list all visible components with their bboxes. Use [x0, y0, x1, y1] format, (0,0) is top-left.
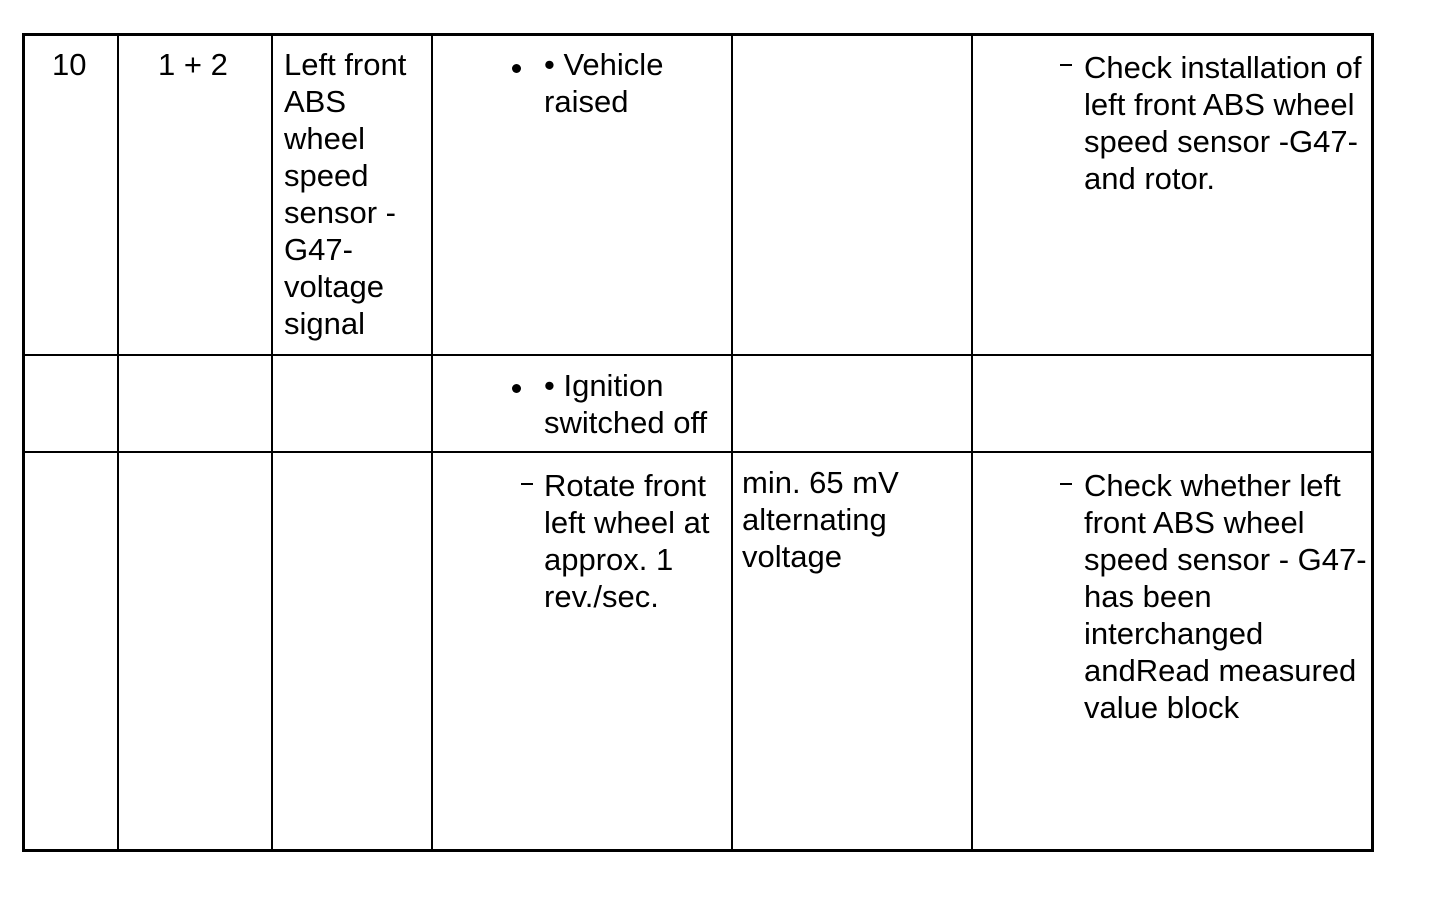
row1-test-condition: • Vehicle raised — [544, 47, 664, 119]
bullet-icon — [512, 64, 521, 73]
row2-test-condition: • Ignition switched off — [544, 368, 708, 440]
row3-remedy: Check whether left front ABS wheel speed sensor - G47- has been interchanged andRead measured value block — [1084, 468, 1367, 725]
bullet-icon — [512, 384, 521, 393]
row1-display-group: 1 + 2 — [158, 47, 228, 82]
dash-icon — [1060, 483, 1072, 485]
row1-remedy: Check installation of left front ABS wheel speed sensor -G47- and rotor. — [1084, 50, 1362, 196]
row-divider — [25, 451, 1371, 453]
column-divider — [271, 36, 273, 849]
row1-test-number: 10 — [52, 47, 87, 82]
column-divider — [117, 36, 119, 849]
column-divider — [431, 36, 433, 849]
row3-test-step: Rotate front left wheel at approx. 1 rev./sec. — [544, 468, 710, 614]
dash-icon — [521, 483, 533, 485]
row-divider — [25, 354, 1371, 356]
row3-nominal-value: min. 65 mV alternating voltage — [742, 465, 899, 574]
dash-icon — [1060, 64, 1072, 66]
row1-component-description: Left front ABS wheel speed sensor - G47- voltage signal — [284, 47, 407, 341]
column-divider — [731, 36, 733, 849]
column-divider — [971, 36, 973, 849]
